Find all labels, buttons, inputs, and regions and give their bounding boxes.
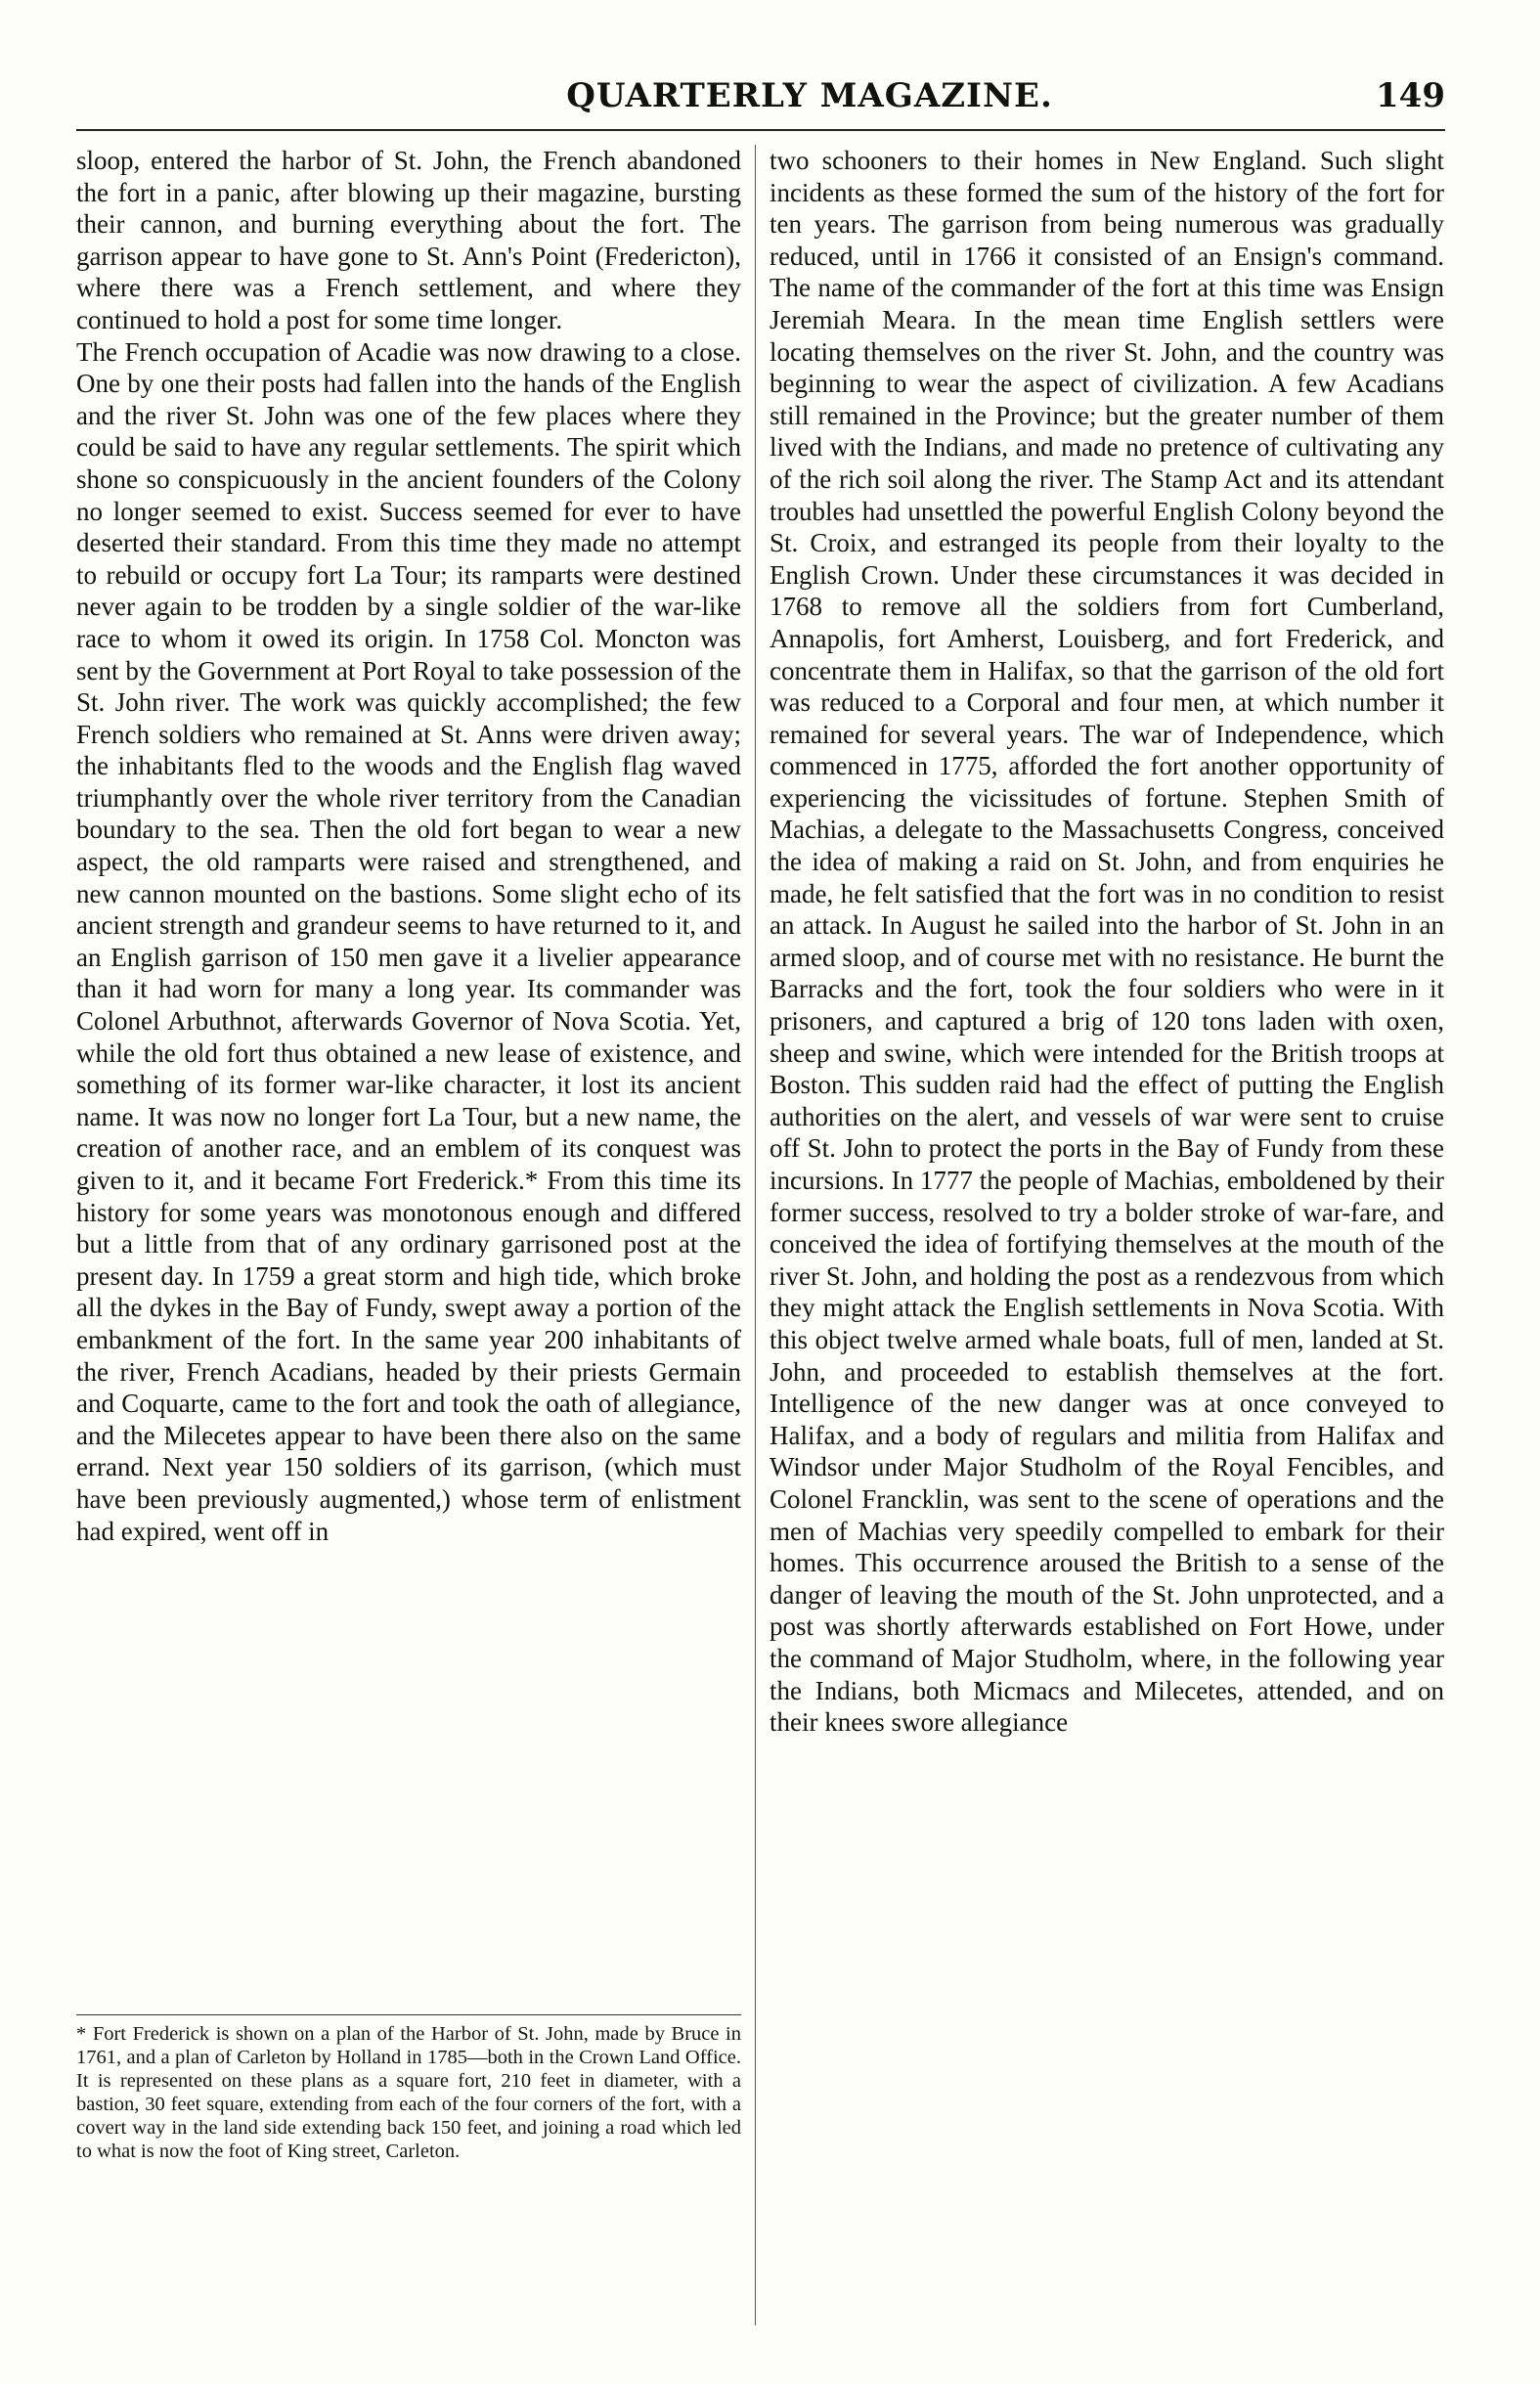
column-divider [755,145,756,2325]
right-paragraph-1: two schooners to their homes in New England. Such slight incidents as these formed the sum of the history of the fort for ten years. The garrison from being numerous was gradually reduced, until in 1766 it consisted of an Ensign's command. The name of the commander of the fort at this time was Ensign Jeremiah Meara. In the mean time English settlers were locating themselves on the river St. John, and the country was beginning to wear the aspect of civilization. A few Acadians still remained in the Province; but the greater number of them lived with the Indians, and made no pretence of cultivating any of the rich soil along the river. The Stamp Act and its attendant troubles had unsettled the powerful English Colony beyond the St. Croix, and estranged its people from their loyalty to the English Crown. Under these circumstances it was decided in 1768 to remove all the soldiers from fort Cumberland, Annapolis, fort Amherst, Louisberg, and fort Frederick, and concentrate them in Halifax, so that the garrison of the old fort was reduced to a Corporal and four men, at which number it remained for several years. The war of Independence, which commenced in 1775, afforded the fort another opportunity of experiencing the vicissitudes of fortune. Stephen Smith of Machias, a delegate to the Massachusetts Congress, conceived the idea of making a raid on St. John, and from enquiries he made, he felt satisfied that the fort was in no condition to resist an attack. In August he sailed into the harbor of St. John in an armed sloop, and of course met with no resistance. He burnt the Barracks and the fort, took the four soldiers who were in it prisoners, and captured a brig of 120 tons laden with oxen, sheep and swine, which were intended for the British troops at Boston. This sudden raid had the effect of putting the English authorities on the alert, and vessels of war were sent to cruise off St. John to protect the ports in the Bay of Fundy from these incursions. In 1777 the people of Machias, emboldened by their former success, resolved to try a bolder stroke of war-fare, and conceived the idea of fortifying themselves at the mouth of the river St. John, and holding the post as a rendezvous from which they might attack the English settlements in Nova Scotia. With this object twelve armed whale boats, full of men, landed at St. John, and proceeded to establish themselves at the fort. Intelligence of the new danger was at once conveyed to Halifax, and a body of regulars and militia from Halifax and Windsor under Major Studholm of the Royal Fencibles, and Colonel Francklin, was sent to the scene of operations and the men of Machias very speedily compelled to embark for their homes. This occurrence aroused the British to a sense of the danger of leaving the mouth of the St. John unprotected, and a post was shortly afterwards established on Fort Howe, under the command of Major Studholm, where, in the following year the Indians, both Micmacs and Milecetes, attended, and on their knees swore allegiance [770,146,1444,1738]
page-number: 149 [1376,76,1445,115]
left-paragraph-2: The French occupation of Acadie was now drawing to a close. One by one their posts had fallen into the hands of the English and the river St. John was one of the few places where they could be said to have any regular settlements. The spirit which shone so conspicuously in the ancient founders of the Colony no longer seemed to exist. Success seemed for ever to have deserted their standard. From this time they made no attempt to rebuild or occupy fort La Tour; its ramparts were destined never again to be trodden by a single soldier of the war-like race to whom it owed its origin. In 1758 Col. Moncton was sent by the Government at Port Royal to take possession of the St. John river. The work was quickly accomplished; the few French soldiers who remained at St. Anns were driven away; the inhabitants fled to the woods and the English flag waved triumphantly over the whole river territory from the Canadian boundary to the sea. Then the old fort began to wear a new aspect, the old ramparts were raised and strengthened, and new cannon mounted on the bastions. Some slight echo of its ancient strength and grandeur seems to have returned to it, and an English garrison of 150 men gave it a livelier appearance than it had worn for many a long year. Its commander was Colonel Arbuthnot, afterwards Governor of Nova Scotia. Yet, while the old fort thus obtained a new lease of existence, and something of its former war-like character, it lost its ancient name. It was now no longer fort La Tour, but a new name, the creation of another race, and an emblem of its conquest was given to it, and it became Fort Frederick.* From this time its history for some years was monotonous enough and differed but a little from that of any ordinary garrisoned post at the present day. In 1759 a great storm and high tide, which broke all the dykes in the Bay of Fundy, swept away a portion of the embankment of the fort. In the same year 200 inhabitants of the river, French Acadians, headed by their priests Germain and Coquarte, came to the fort and took the oath of allegiance, and the Milecetes appear to have been there also on the same errand. Next year 150 soldiers of its garrison, (which must have been previously augmented,) whose term of enlistment had expired, went off in [76,336,741,1546]
running-title: QUARTERLY MAGAZINE. [566,76,1053,115]
right-column [770,145,1444,1739]
footnote-text: * Fort Frederick is shown on a plan of the Harbor of St. John, made by Bruce in 1761, and a plan of Carleton by Holland in 1785—both in the Crown Land Office. It is represented on these plans as a square fort, 210 feet in diameter, with a bastion, 30 feet square, extending from each of the four corners of the fort, with a covert way in the land side extending back 150 feet, and joining a road which led to what is now the foot of King street, Carleton. [76,2023,741,2162]
header-rule [76,129,1445,131]
running-head [76,76,1445,135]
left-column [76,145,741,1547]
left-paragraph-1: sloop, entered the harbor of St. John, the French abandoned the fort in a panic, after blowing up their magazine, bursting their cannon, and burning everything about the fort. The garrison appear to have gone to St. Ann's Point (Fredericton), where there was a French settlement, and where they continued to hold a post for some time longer. [76,146,741,334]
footnote [76,2022,741,2163]
footnote-rule [76,2014,741,2015]
